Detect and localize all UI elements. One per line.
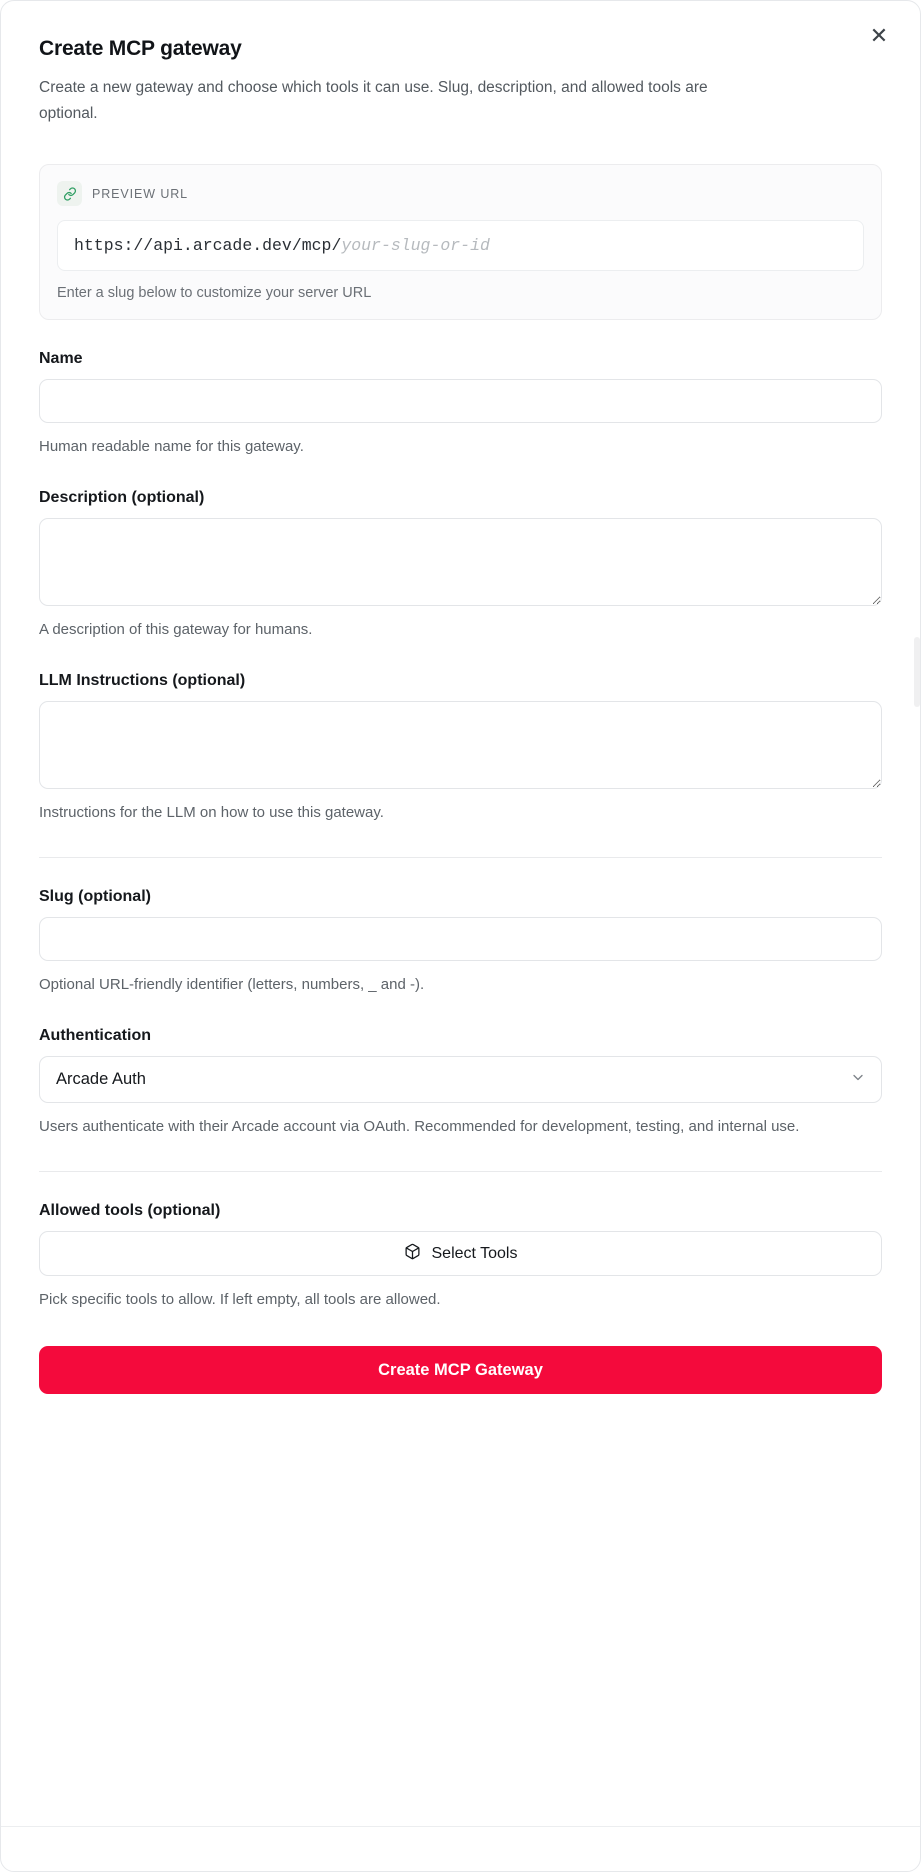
authentication-select-wrapper — [39, 1056, 882, 1103]
preview-url-card — [39, 164, 882, 320]
allowed-tools-hint: Pick specific tools to allow. If left empty, all tools are allowed. — [39, 1291, 441, 1309]
section-divider-1 — [39, 857, 882, 858]
slug-input[interactable] — [39, 917, 882, 961]
preview-url-base: https://api.arcade.dev/mcp/ — [74, 236, 342, 256]
preview-url-hint: Enter a slug below to customize your server URL — [57, 285, 372, 302]
select-tools-button-label: Select Tools — [431, 1244, 518, 1262]
authentication-select[interactable] — [39, 1056, 882, 1103]
preview-url-slug-placeholder: your-slug-or-id — [341, 236, 490, 256]
name-hint: Human readable name for this gateway. — [39, 438, 304, 456]
preview-url-value — [57, 220, 864, 271]
slug-hint: Optional URL-friendly identifier (letters, numbers, _ and -). — [39, 976, 425, 994]
select-tools-button[interactable] — [39, 1231, 882, 1276]
dialog-subtitle: Create a new gateway and choose which tools it can use. Slug, description, and allowed tools are optional. — [39, 79, 708, 122]
section-divider-2 — [39, 1171, 882, 1172]
authentication-label: Authentication — [39, 1027, 151, 1045]
allowed-tools-label: Allowed tools (optional) — [39, 1202, 221, 1220]
slug-label: Slug (optional) — [39, 888, 151, 906]
page-title: Create MCP gateway — [39, 37, 242, 60]
description-label: Description (optional) — [39, 489, 205, 507]
create-mcp-gateway-button[interactable]: Create MCP Gateway — [39, 1346, 882, 1394]
authentication-selected-value: Arcade Auth — [56, 1070, 146, 1089]
name-input[interactable] — [39, 379, 882, 423]
preview-url-label: PREVIEW URL — [92, 186, 189, 201]
link-icon — [57, 181, 82, 206]
description-hint: A description of this gateway for humans. — [39, 621, 313, 639]
description-textarea[interactable] — [39, 518, 882, 606]
llm-instructions-label: LLM Instructions (optional) — [39, 672, 246, 690]
scrollbar-thumb[interactable] — [914, 637, 920, 707]
name-label: Name — [39, 350, 83, 368]
llm-instructions-hint: Instructions for the LLM on how to use this gateway. — [39, 804, 384, 822]
authentication-hint: Users authenticate with their Arcade account via OAuth. Recommended for development, testing, and internal use. — [39, 1118, 800, 1136]
preview-url-header — [57, 181, 864, 206]
box-icon — [404, 1243, 421, 1265]
close-icon[interactable]: ✕ — [864, 21, 894, 51]
footer-divider — [1, 1826, 920, 1827]
llm-instructions-textarea[interactable] — [39, 701, 882, 789]
